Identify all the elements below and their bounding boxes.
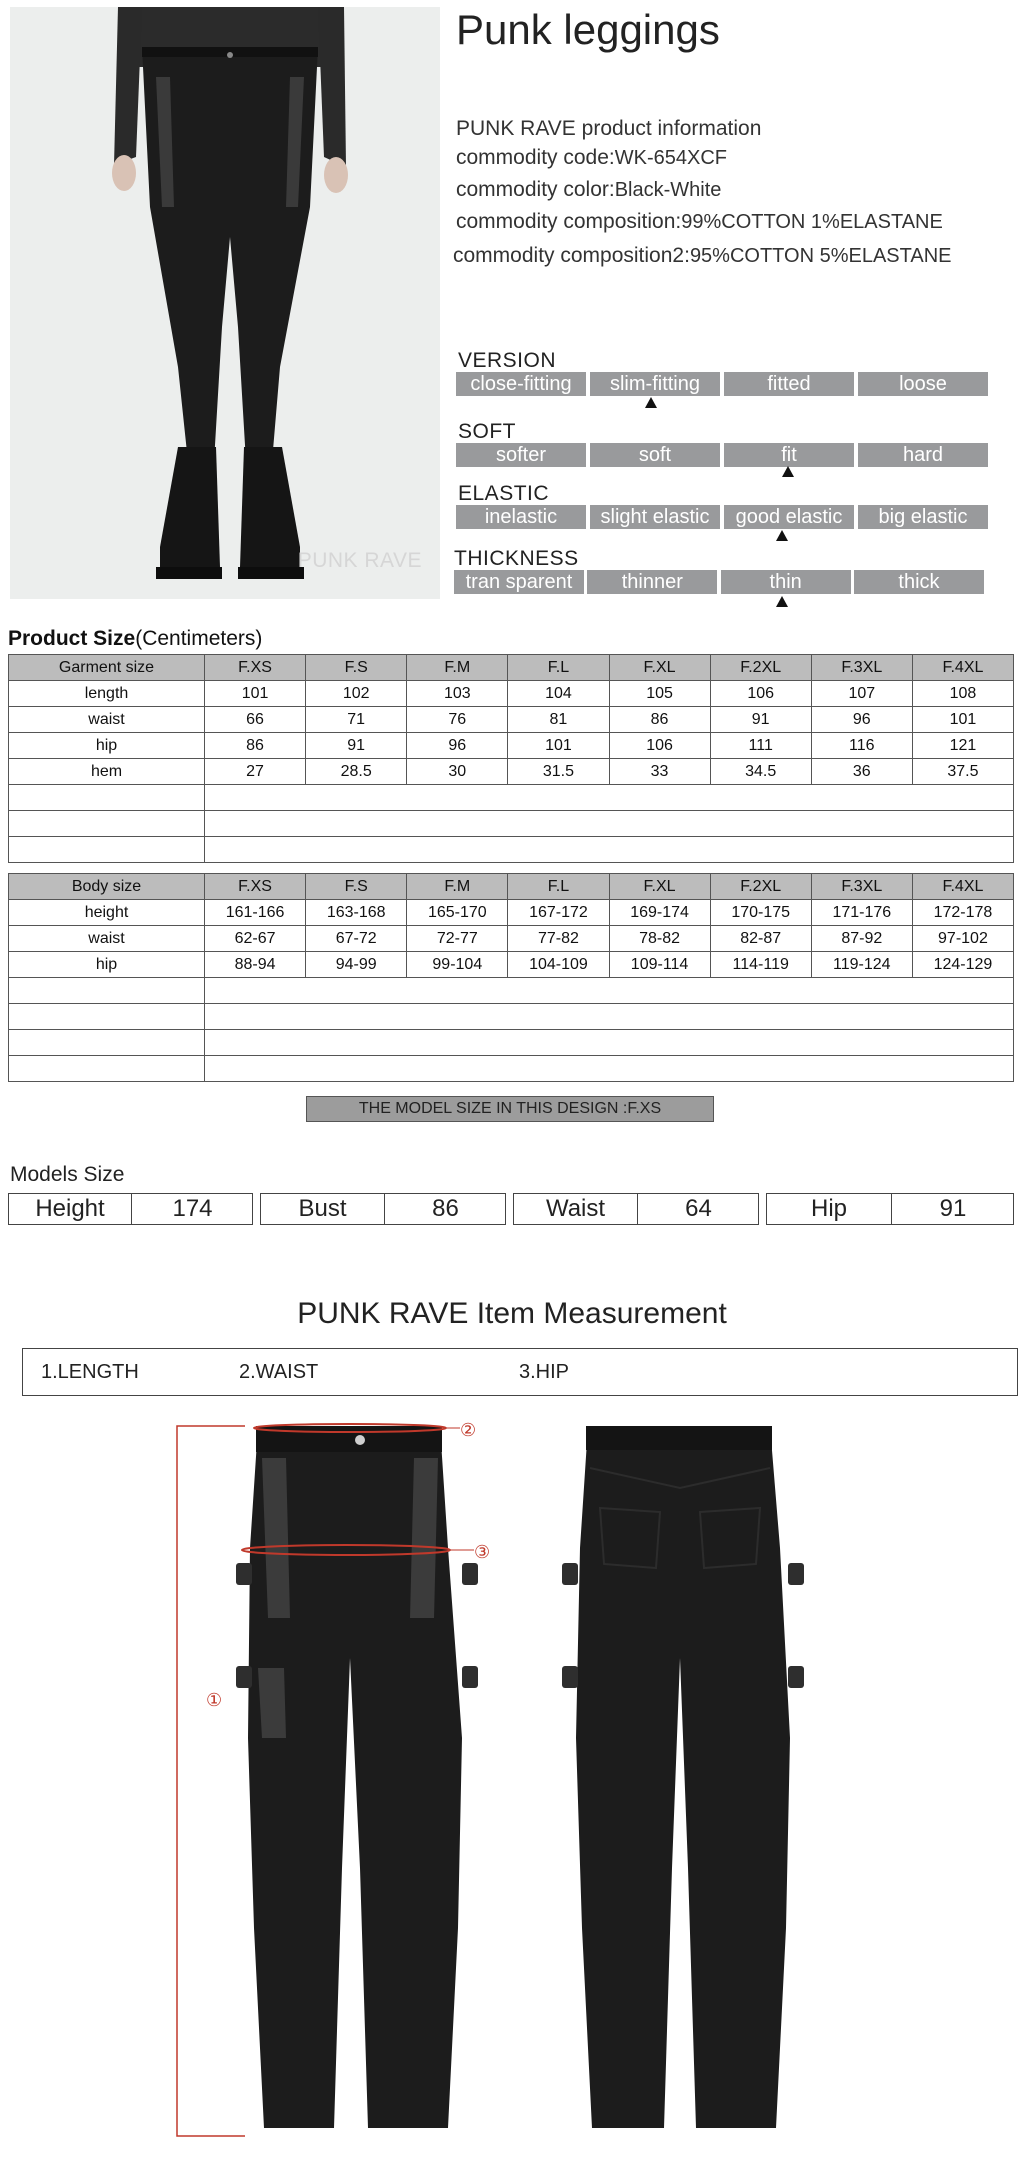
commodity-composition-label: commodity composition: (456, 210, 682, 233)
table-cell (205, 1030, 1014, 1056)
table-cell: hip (9, 952, 205, 978)
table-cell: 161-166 (205, 900, 306, 926)
table-cell: 116 (811, 733, 912, 759)
models-size-row (8, 1193, 1014, 1227)
table-cell: 33 (609, 759, 710, 785)
body-size-table (8, 873, 1014, 1082)
table-cell (9, 1030, 205, 1056)
scale-option: thinner (587, 570, 717, 594)
table-cell: 107 (811, 681, 912, 707)
model-measure-label: Bust (298, 1195, 347, 1222)
model-size-note: THE MODEL SIZE IN THIS DESIGN :F.XS (306, 1096, 714, 1122)
commodity-code-label: commodity code: (456, 146, 615, 169)
commodity-composition2-value: 95%COTTON 5%ELASTANE (689, 245, 952, 267)
measurement-item-length: 1.LENGTH (41, 1361, 139, 1383)
table-cell: 101 (912, 707, 1013, 733)
table-header-cell: F.M (407, 655, 508, 681)
commodity-composition2 (453, 244, 952, 268)
scale-label-version: VERSION (458, 349, 557, 372)
table-cell: 101 (508, 733, 609, 759)
table-cell: 36 (811, 759, 912, 785)
table-cell: 163-168 (306, 900, 407, 926)
table-cell: 94-99 (306, 952, 407, 978)
table-cell: 165-170 (407, 900, 508, 926)
table-cell: 88-94 (205, 952, 306, 978)
table-cell: 91 (306, 733, 407, 759)
scale-indicator-soft (782, 466, 794, 477)
model-measure-value: 174 (172, 1195, 213, 1222)
scale-option: slim-fitting (590, 372, 720, 396)
watermark: PUNK RAVE (297, 549, 422, 572)
table-cell: waist (9, 926, 205, 952)
table-header-cell: Body size (9, 874, 205, 900)
table-cell: 28.5 (306, 759, 407, 785)
table-cell: 96 (811, 707, 912, 733)
product-title: Punk leggings (456, 6, 720, 53)
table-cell: 104 (508, 681, 609, 707)
measurement-diagram (0, 1408, 1024, 2176)
marker-length: ① (206, 1690, 223, 1711)
marker-waist: ② (460, 1420, 477, 1441)
table-cell (9, 1004, 205, 1030)
table-cell: 81 (508, 707, 609, 733)
table-header-cell: F.XS (205, 655, 306, 681)
back-pants-image (562, 1426, 804, 2128)
model-measure-bust (260, 1193, 506, 1225)
table-cell: hem (9, 759, 205, 785)
table-header-cell: F.2XL (710, 655, 811, 681)
front-pants-image (236, 1426, 478, 2128)
commodity-composition2-label: commodity composition2: (453, 244, 690, 267)
model-measure-value: 91 (939, 1195, 967, 1222)
scale-label-soft: SOFT (458, 420, 516, 443)
table-header-cell: F.M (407, 874, 508, 900)
table-cell: 91 (710, 707, 811, 733)
scale-indicator-elastic (776, 530, 788, 541)
table-header-cell: F.3XL (811, 874, 912, 900)
info-heading: PUNK RAVE product information (456, 117, 762, 140)
table-cell: 31.5 (508, 759, 609, 785)
measurement-item-hip: 3.HIP (519, 1361, 570, 1383)
table-cell (205, 811, 1014, 837)
table-cell (9, 837, 205, 863)
table-cell: 170-175 (710, 900, 811, 926)
scale-option: thin (721, 570, 851, 594)
scale-option: softer (456, 443, 586, 467)
table-cell: 87-92 (811, 926, 912, 952)
table-cell: 103 (407, 681, 508, 707)
table-cell: 77-82 (508, 926, 609, 952)
table-header-cell: F.4XL (912, 874, 1013, 900)
table-cell: 114-119 (710, 952, 811, 978)
scale-option: close-fitting (456, 372, 586, 396)
scale-version (456, 372, 988, 396)
table-cell (205, 1004, 1014, 1030)
table-cell: 76 (407, 707, 508, 733)
scale-thickness (454, 570, 984, 594)
model-measure-label: Height (35, 1195, 105, 1222)
table-cell: 172-178 (912, 900, 1013, 926)
table-cell: 105 (609, 681, 710, 707)
scale-option: thick (854, 570, 984, 594)
table-cell: 37.5 (912, 759, 1013, 785)
table-row-empty (9, 837, 1014, 863)
table-row (9, 759, 1014, 785)
scale-option: good elastic (724, 505, 854, 529)
product-size-table (8, 654, 1014, 863)
table-header-cell: F.2XL (710, 874, 811, 900)
scale-option: fitted (724, 372, 854, 396)
table-cell: 86 (205, 733, 306, 759)
table-cell: waist (9, 707, 205, 733)
table-cell: 30 (407, 759, 508, 785)
table-cell: 124-129 (912, 952, 1013, 978)
model-measure-label: Hip (810, 1195, 847, 1222)
commodity-code-value: WK-654XCF (614, 147, 727, 169)
table-header-cell: F.L (508, 655, 609, 681)
table-cell (9, 785, 205, 811)
scale-option: hard (858, 443, 988, 467)
scale-soft (456, 443, 988, 467)
model-measure-label: Waist (545, 1195, 606, 1222)
scale-label-elastic: ELASTIC (458, 482, 550, 505)
product-size-heading: Product Size (8, 627, 136, 650)
table-cell: 96 (407, 733, 508, 759)
scale-option: slight elastic (590, 505, 720, 529)
table-row-empty (9, 1004, 1014, 1030)
scale-option: big elastic (858, 505, 988, 529)
table-cell: 109-114 (609, 952, 710, 978)
measurement-title: PUNK RAVE Item Measurement (297, 1297, 727, 1330)
table-cell: 169-174 (609, 900, 710, 926)
commodity-color-label: commodity color: (456, 178, 615, 201)
table-cell: 66 (205, 707, 306, 733)
model-measure-hip (766, 1193, 1014, 1225)
table-row-empty (9, 1030, 1014, 1056)
scale-label-thickness: THICKNESS (454, 547, 579, 570)
commodity-code (456, 146, 727, 170)
table-cell: length (9, 681, 205, 707)
scale-option: tran sparent (454, 570, 584, 594)
scale-indicator-thickness (776, 596, 788, 607)
table-cell: 82-87 (710, 926, 811, 952)
table-header-cell: F.XS (205, 874, 306, 900)
table-cell: 72-77 (407, 926, 508, 952)
measurement-item-waist: 2.WAIST (239, 1361, 319, 1383)
table-header-cell: F.XL (609, 655, 710, 681)
scale-option: loose (858, 372, 988, 396)
table-cell (205, 1056, 1014, 1082)
table-cell (9, 1056, 205, 1082)
table-header-cell: F.L (508, 874, 609, 900)
table-header-cell: F.S (306, 874, 407, 900)
table-cell (205, 785, 1014, 811)
model-measure-waist (513, 1193, 759, 1225)
table-row (9, 952, 1014, 978)
commodity-color (456, 178, 721, 202)
models-size-title: Models Size (10, 1163, 125, 1186)
table-cell: 108 (912, 681, 1013, 707)
table-cell (9, 978, 205, 1004)
table-cell: 97-102 (912, 926, 1013, 952)
length-guide (177, 1426, 245, 2136)
table-cell (205, 837, 1014, 863)
table-row-empty (9, 1056, 1014, 1082)
table-row (9, 707, 1014, 733)
scale-elastic (456, 505, 988, 529)
model-measure-value: 86 (432, 1195, 459, 1222)
scale-option: inelastic (456, 505, 586, 529)
table-row-empty (9, 785, 1014, 811)
table-row (9, 733, 1014, 759)
commodity-color-value: Black-White (614, 179, 722, 201)
table-cell: 27 (205, 759, 306, 785)
table-cell: 111 (710, 733, 811, 759)
table-cell: 62-67 (205, 926, 306, 952)
scale-indicator-version (645, 397, 657, 408)
table-header-cell: Garment size (9, 655, 205, 681)
table-row (9, 900, 1014, 926)
model-photo (10, 7, 440, 599)
table-cell: 104-109 (508, 952, 609, 978)
marker-hip: ③ (474, 1542, 491, 1563)
table-row (9, 681, 1014, 707)
table-cell: 99-104 (407, 952, 508, 978)
table-cell: 34.5 (710, 759, 811, 785)
measurement-legend (22, 1348, 1018, 1396)
product-size-title (8, 627, 262, 651)
table-cell: 101 (205, 681, 306, 707)
model-measure-value: 64 (685, 1195, 712, 1222)
table-cell: 171-176 (811, 900, 912, 926)
table-header-cell: F.S (306, 655, 407, 681)
model-measure-height (8, 1193, 253, 1225)
table-cell: hip (9, 733, 205, 759)
table-header-row (9, 655, 1014, 681)
table-header-cell: F.XL (609, 874, 710, 900)
table-row-empty (9, 811, 1014, 837)
table-cell: 78-82 (609, 926, 710, 952)
table-row-empty (9, 978, 1014, 1004)
table-cell: 121 (912, 733, 1013, 759)
table-cell: 67-72 (306, 926, 407, 952)
table-header-cell: F.4XL (912, 655, 1013, 681)
table-cell: 119-124 (811, 952, 912, 978)
scale-option: soft (590, 443, 720, 467)
scale-option: fit (724, 443, 854, 467)
table-row (9, 926, 1014, 952)
commodity-composition (456, 210, 943, 234)
table-cell: 71 (306, 707, 407, 733)
table-cell: 106 (609, 733, 710, 759)
table-header-cell: F.3XL (811, 655, 912, 681)
table-cell: 106 (710, 681, 811, 707)
commodity-composition-value: 99%COTTON 1%ELASTANE (681, 211, 943, 233)
table-cell: 86 (609, 707, 710, 733)
product-size-unit: (Centimeters) (135, 627, 263, 650)
table-header-row (9, 874, 1014, 900)
table-cell (205, 978, 1014, 1004)
table-cell (9, 811, 205, 837)
table-cell: height (9, 900, 205, 926)
table-cell: 102 (306, 681, 407, 707)
table-cell: 167-172 (508, 900, 609, 926)
